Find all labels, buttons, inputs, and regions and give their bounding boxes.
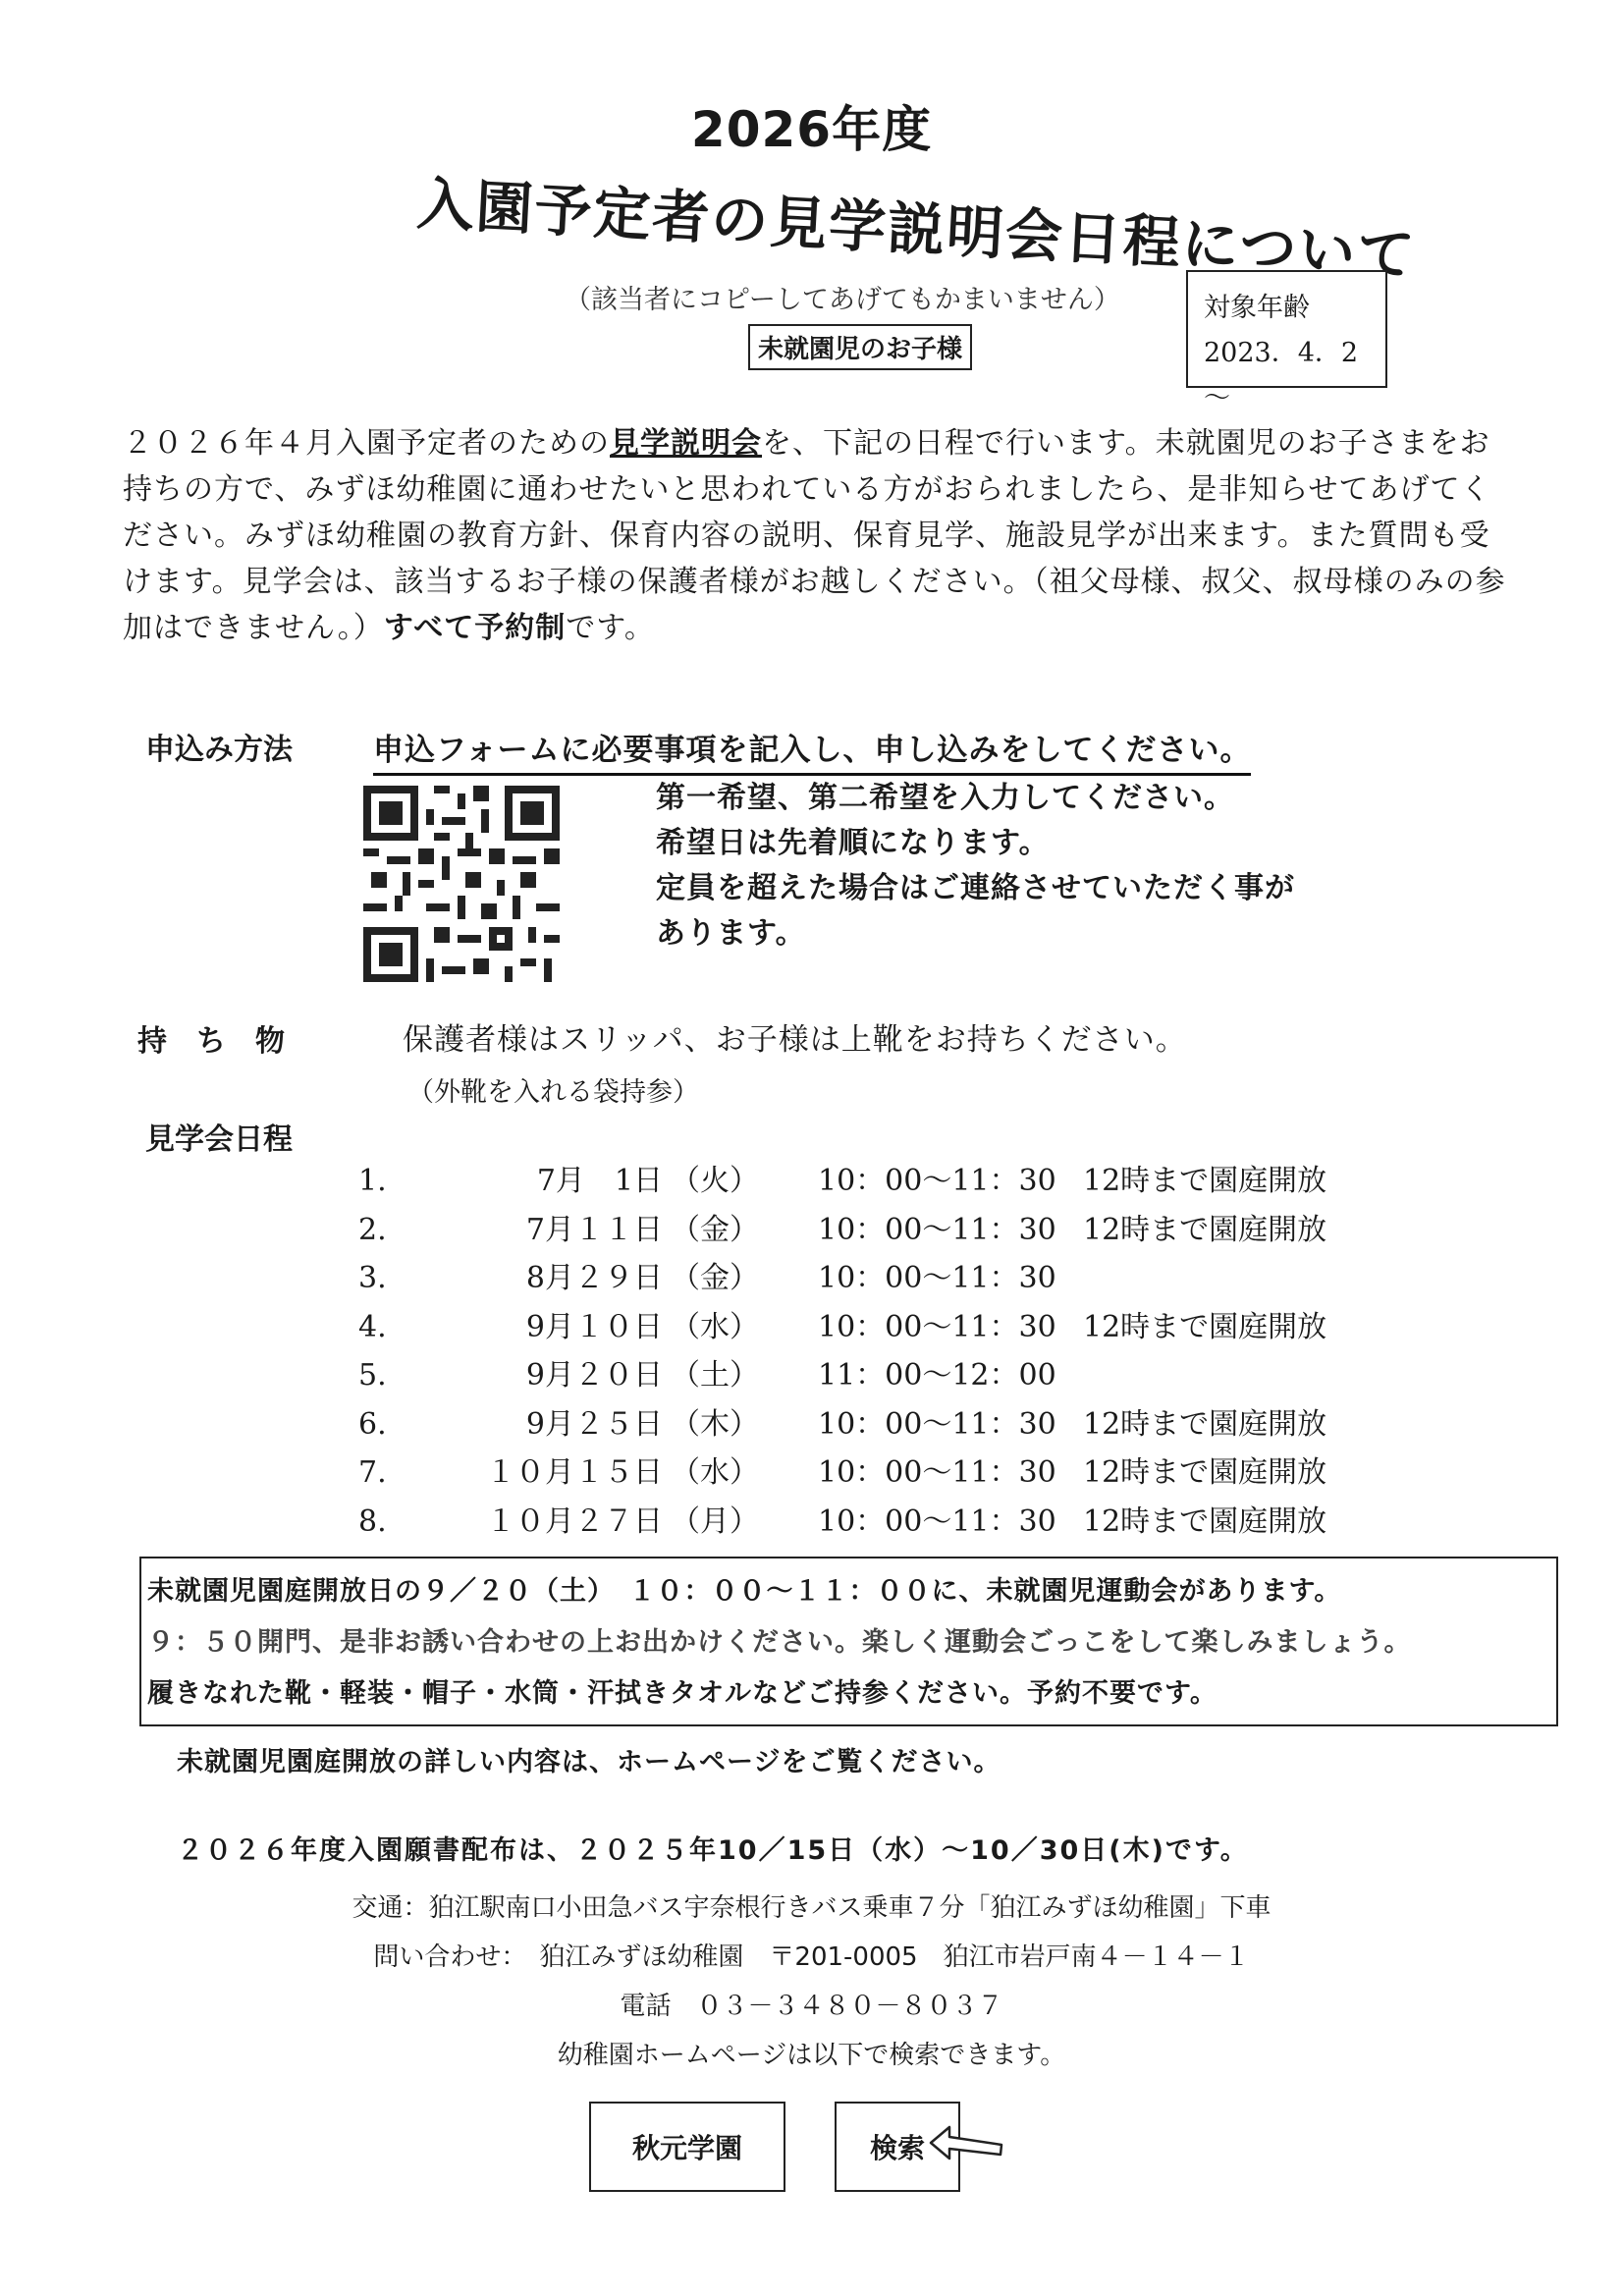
application-note: あります。 bbox=[656, 916, 806, 951]
row-note: 12時まで園庭開放 bbox=[1083, 1164, 1327, 1198]
row-note: 12時まで園庭開放 bbox=[1083, 1455, 1327, 1490]
schedule-label: 見学会日程 bbox=[145, 1122, 293, 1157]
row-note: 12時まで園庭開放 bbox=[1083, 1503, 1327, 1539]
row-num: 1. bbox=[358, 1164, 387, 1198]
row-num: 4. bbox=[358, 1309, 387, 1344]
notice-line: 履きなれた靴・軽装・帽子・水筒・汗拭きタオルなどご持参ください。予約不要です。 bbox=[147, 1678, 1217, 1709]
row-dow: （金） bbox=[671, 1261, 759, 1295]
row-date: 9月１０日 bbox=[525, 1309, 663, 1344]
application-instruction: 申込フォームに必要事項を記入し、申し込みをしてください。 bbox=[373, 725, 1251, 776]
schedule-row bbox=[358, 1498, 1326, 1547]
intro-bold-end: すべて予約制 bbox=[383, 611, 567, 645]
belongings-label: 持 ち 物 bbox=[137, 1024, 285, 1059]
schedule-row bbox=[358, 1449, 1326, 1498]
age-label: 対象年齢 bbox=[1204, 293, 1310, 323]
access-transport: 交通：狛江駅南口小田急バス宇奈根行きバス乗車７分「狛江みずほ幼稚園」下車 bbox=[352, 1893, 1271, 1923]
age-value: 2023．4．2～ bbox=[1204, 338, 1359, 413]
row-date: １０月２７日 bbox=[486, 1503, 663, 1539]
row-date: 7月 1日 bbox=[536, 1164, 663, 1198]
row-dow: （土） bbox=[671, 1358, 759, 1393]
row-date: 9月２０日 bbox=[525, 1358, 663, 1393]
row-date: 7月１１日 bbox=[525, 1212, 663, 1247]
row-note: 12時まで園庭開放 bbox=[1083, 1212, 1327, 1247]
notice-line: 未就園児園庭開放日の９／２０（土） １０：００～１１：００に、未就園児運動会があります。 bbox=[147, 1576, 1342, 1607]
access-homepage: 幼稚園ホームページは以下で検索できます。 bbox=[557, 2041, 1066, 2070]
row-note: 12時まで園庭開放 bbox=[1083, 1309, 1327, 1344]
application-notes bbox=[656, 776, 1295, 957]
row-dow: （火） bbox=[671, 1164, 759, 1198]
row-time: 10：00～11：30 bbox=[818, 1261, 1056, 1295]
row-time: 10：00～11：30 bbox=[818, 1212, 1056, 1247]
schedule-row bbox=[358, 1254, 1326, 1303]
intro-highlight: 見学説明会 bbox=[610, 426, 762, 461]
intro-part2: を、下記の日程で行います。未就園児のお子さまをお持ちの方で、みずほ幼稚園に通わせたいと思われている方がおられましたら、是非知らせてあげてください。みずほ幼稚園の教育方針、保育内容の説明、保育見学、施設見学が出来ます。また質問も受けます。見学会は、該当するお子様の保護者様がお越しください。（祖父母様、叔父、叔母様のみの参加はできません。） bbox=[123, 426, 1506, 645]
row-dow: （月） bbox=[671, 1503, 759, 1539]
intro-part3: です。 bbox=[566, 611, 655, 645]
application-note: 定員を超えた場合はご連絡させていただく事が bbox=[656, 871, 1295, 905]
qr-code-icon[interactable] bbox=[363, 786, 560, 982]
row-dow: （水） bbox=[671, 1309, 759, 1344]
title-year: 2026年度 bbox=[690, 101, 933, 158]
row-num: 6. bbox=[358, 1406, 387, 1442]
copy-note: （該当者にコピーしてあげてもかまいません） bbox=[565, 285, 1120, 315]
row-time: 10：00～11：30 bbox=[818, 1455, 1056, 1490]
page-title: 入園予定者の見学説明会日程について bbox=[414, 170, 1418, 290]
row-num: 8. bbox=[358, 1503, 387, 1539]
schedule-row bbox=[358, 1206, 1326, 1255]
search-button[interactable]: 検索 bbox=[835, 2102, 960, 2192]
target-label: 未就園児のお子様 bbox=[748, 324, 972, 370]
schedule-row bbox=[358, 1157, 1326, 1206]
detail-note: 未就園児園庭開放の詳しい内容は、ホームページをご覧ください。 bbox=[177, 1747, 1001, 1777]
distribution-note: ２０２６年度入園願書配布は、２０２５年10／15日（水）～10／30日(木)です。 bbox=[177, 1835, 1249, 1866]
row-time: 10：00～11：30 bbox=[818, 1164, 1056, 1198]
schedule-row bbox=[358, 1303, 1326, 1352]
row-dow: （金） bbox=[671, 1212, 759, 1247]
row-num: 3. bbox=[358, 1261, 387, 1295]
row-date: １０月１５日 bbox=[486, 1455, 663, 1490]
row-time: 10：00～11：30 bbox=[818, 1503, 1056, 1539]
arrow-pointer-icon bbox=[928, 2121, 1006, 2170]
age-box bbox=[1186, 270, 1387, 413]
row-time: 10：00～11：30 bbox=[818, 1406, 1056, 1442]
schedule-row bbox=[358, 1351, 1326, 1400]
schedule-list bbox=[358, 1157, 1326, 1546]
sports-day-notice bbox=[139, 1557, 1558, 1726]
intro-paragraph bbox=[123, 420, 1517, 651]
row-num: 7. bbox=[358, 1455, 387, 1490]
application-note: 第一希望、第二希望を入力してください。 bbox=[656, 781, 1234, 815]
application-label: 申込み方法 bbox=[145, 733, 293, 767]
row-date: 8月２９日 bbox=[525, 1261, 663, 1295]
row-dow: （木） bbox=[671, 1406, 759, 1442]
row-time: 10：00～11：30 bbox=[818, 1309, 1056, 1344]
access-contact: 問い合わせ： 狛江みずほ幼稚園 〒201-0005 狛江市岩戸南４－１４－１ bbox=[373, 1942, 1250, 1972]
row-time: 11：00～12：00 bbox=[818, 1358, 1056, 1393]
row-num: 2. bbox=[358, 1212, 387, 1247]
search-keyword-box[interactable]: 秋元学園 bbox=[589, 2102, 785, 2192]
row-dow: （水） bbox=[671, 1455, 759, 1490]
row-num: 5. bbox=[358, 1358, 387, 1393]
application-note: 希望日は先着順になります。 bbox=[656, 826, 1050, 860]
schedule-row bbox=[358, 1400, 1326, 1449]
access-phone: 電話 ０３－３４８０－８０３７ bbox=[620, 1992, 1003, 2021]
row-note: 12時まで園庭開放 bbox=[1083, 1406, 1327, 1442]
notice-line: ９：５０開門、是非お誘い合わせの上お出かけください。楽しく運動会ごっこをして楽しみましょう。 bbox=[147, 1627, 1412, 1658]
belongings-text: 保護者様はスリッパ、お子様は上靴をお持ちください。 bbox=[403, 1022, 1187, 1058]
row-date: 9月２５日 bbox=[525, 1406, 663, 1442]
belongings-sub: （外靴を入れる袋持参） bbox=[407, 1077, 699, 1108]
intro-part1: ２０２６年４月入園予定者のための bbox=[123, 426, 610, 461]
